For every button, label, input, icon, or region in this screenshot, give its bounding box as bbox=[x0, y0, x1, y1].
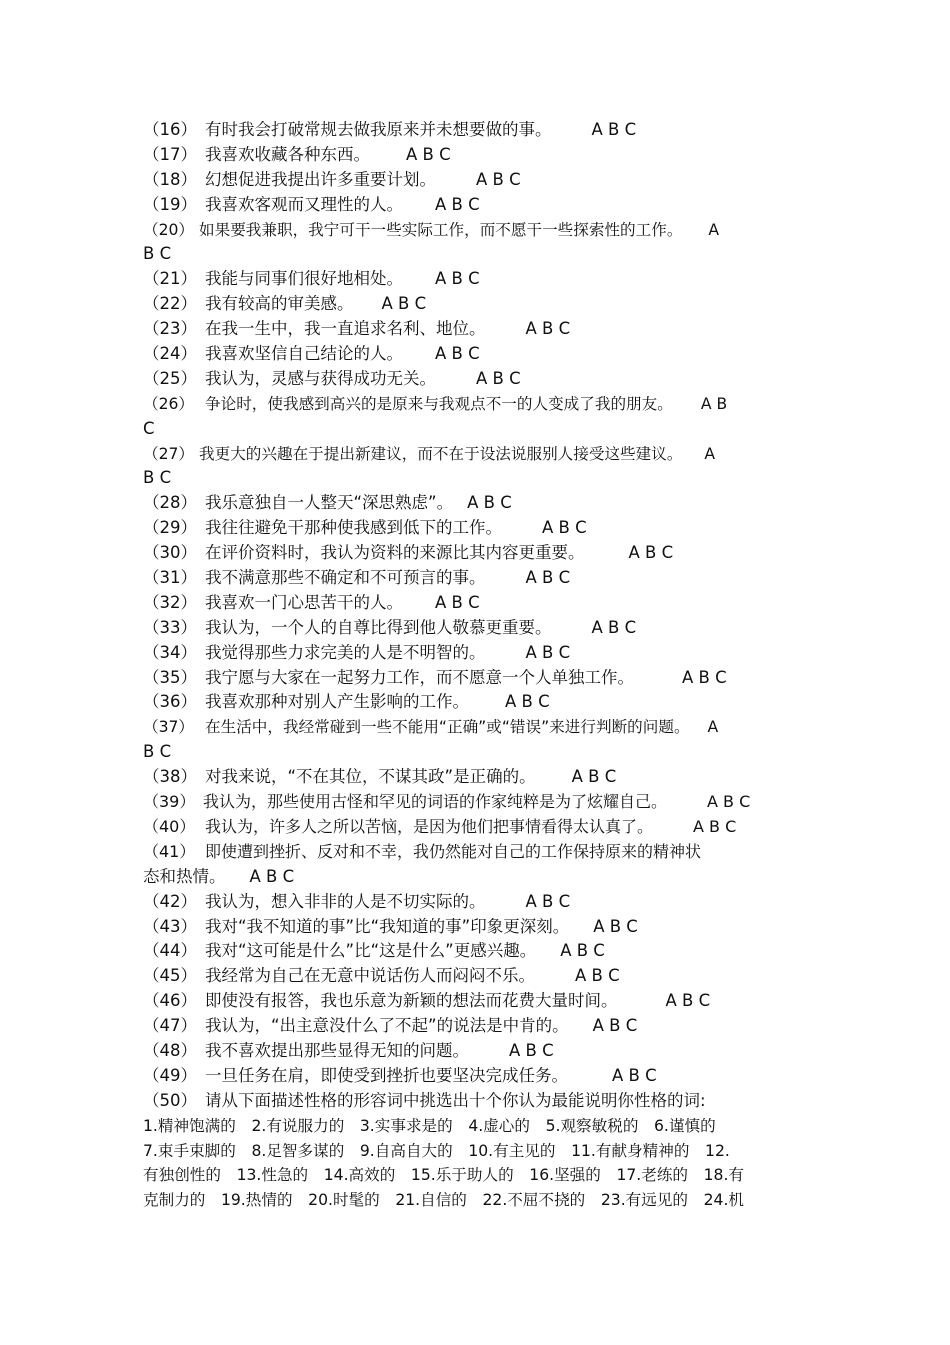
question-text: 我能与同事们很好地相处。 bbox=[205, 269, 403, 289]
answer-options: A B C bbox=[592, 1016, 638, 1036]
question-number: （34） bbox=[143, 642, 197, 662]
question-number: （26） bbox=[143, 394, 195, 413]
answer-options: A B C bbox=[249, 866, 295, 886]
question-text: 一旦任务在肩，即使受到挫折也要坚决完成任务。 bbox=[205, 1065, 568, 1085]
question-text: 我喜欢那种对别人产生影响的工作。 bbox=[205, 692, 469, 712]
question-text: 有时我会打破常规去做我原来并未想要做的事。 bbox=[205, 120, 552, 139]
question-number: （36） bbox=[143, 692, 197, 712]
question-text: 我对“这可能是什么”比“这是什么”更感兴趣。 bbox=[205, 941, 537, 961]
question-number: （41） bbox=[143, 841, 196, 861]
question-number: （22） bbox=[143, 294, 197, 314]
question-44 bbox=[143, 939, 815, 964]
question-29 bbox=[143, 516, 815, 541]
question-number: （27） bbox=[143, 444, 195, 463]
question-26 bbox=[143, 392, 815, 417]
answer-options: A B C bbox=[525, 642, 571, 662]
answer-options: A B C bbox=[542, 518, 587, 538]
question-40 bbox=[143, 815, 815, 840]
question-text: 在评价资料时，我认为资料的来源比其内容更重要。 bbox=[205, 543, 585, 563]
answer-options: A B C bbox=[591, 120, 637, 139]
answer-options: A B C bbox=[525, 319, 571, 339]
question-number: （44） bbox=[143, 941, 197, 961]
question-text: 对我来说，“不在其位，不谋其政”是正确的。 bbox=[205, 767, 536, 787]
adjective-list-text: 克制力的 19.热情的 20.时髦的 21.自信的 22.不屈不挠的 23.有远见的 24.机 bbox=[143, 1191, 745, 1210]
answer-options: A B C bbox=[560, 941, 605, 961]
answer-options: A B C bbox=[406, 144, 451, 164]
question-number: （20） bbox=[143, 220, 195, 239]
question-text: 我有较高的审美感。 bbox=[205, 294, 354, 314]
question-20 bbox=[143, 218, 815, 243]
answer-options: A B C bbox=[525, 568, 571, 588]
question-text: 幻想促进我提出许多重要计划。 bbox=[205, 169, 436, 189]
questionnaire bbox=[143, 118, 815, 1213]
question-text: 我认为，许多人之所以苦恼，是因为他们把事情看得太认真了。 bbox=[205, 816, 654, 836]
answer-options: C bbox=[143, 418, 155, 438]
question-text: 在我一生中，我一直追求名利、地位。 bbox=[205, 319, 486, 339]
question-33 bbox=[143, 616, 815, 641]
adjective-line bbox=[143, 1114, 815, 1139]
adjective-line bbox=[143, 1188, 815, 1213]
question-number: （48） bbox=[143, 1040, 197, 1060]
question-30 bbox=[143, 541, 815, 566]
answer-options: A B C bbox=[571, 767, 617, 787]
question-number: （35） bbox=[143, 667, 197, 687]
question-text: 如果要我兼职，我宁可干一些实际工作，而不愿干一些探索性的工作。 bbox=[199, 220, 683, 239]
question-25 bbox=[143, 367, 815, 392]
question-text: 我认为，想入非非的人是不切实际的。 bbox=[205, 891, 486, 911]
question-number: （43） bbox=[143, 916, 197, 936]
question-27 bbox=[143, 442, 815, 467]
question-47 bbox=[143, 1014, 815, 1039]
question-text: 争论时，使我感到高兴的是原来与我观点不一的人变成了我的朋友。 bbox=[205, 394, 673, 413]
question-number: （39） bbox=[143, 792, 196, 812]
answer-options: A B C bbox=[435, 592, 480, 612]
question-number: （23） bbox=[143, 319, 197, 339]
answer-options: A B C bbox=[435, 269, 480, 289]
question-37-continued bbox=[143, 740, 815, 765]
adjective-line bbox=[143, 1163, 815, 1188]
question-49 bbox=[143, 1064, 815, 1089]
question-number: （37） bbox=[143, 718, 195, 737]
answer-options: B C bbox=[143, 244, 172, 264]
question-28 bbox=[143, 491, 815, 516]
answer-options: A bbox=[708, 220, 720, 239]
answer-options: B C bbox=[143, 468, 172, 488]
question-number: （49） bbox=[143, 1065, 197, 1085]
answer-options: A B C bbox=[505, 692, 550, 712]
adjective-line bbox=[143, 1139, 815, 1164]
question-text: 我觉得那些力求完美的人是不明智的。 bbox=[205, 642, 486, 662]
question-23 bbox=[143, 317, 815, 342]
question-text: 我经常为自己在无意中说话伤人而闷闷不乐。 bbox=[205, 966, 535, 986]
question-number: （47） bbox=[143, 1016, 197, 1036]
answer-options: A B C bbox=[476, 169, 521, 189]
question-36 bbox=[143, 690, 815, 715]
question-text: 我喜欢收藏各种东西。 bbox=[205, 144, 370, 164]
question-31 bbox=[143, 566, 815, 591]
question-41-continued bbox=[143, 865, 815, 890]
question-21 bbox=[143, 267, 815, 292]
question-number: （40） bbox=[143, 816, 196, 836]
question-22 bbox=[143, 292, 815, 317]
question-39 bbox=[143, 790, 815, 815]
question-41 bbox=[143, 840, 815, 865]
question-26-continued bbox=[143, 417, 815, 442]
question-text: 我认为，“出主意没什么了不起”的说法是中肯的。 bbox=[205, 1016, 569, 1036]
adjective-list-text: 1.精神饱满的 2.有说服力的 3.实事求是的 4.虚心的 5.观察敏税的 6.谨慎的 bbox=[143, 1116, 716, 1135]
question-number: （32） bbox=[143, 592, 197, 612]
question-18 bbox=[143, 168, 815, 193]
question-32 bbox=[143, 591, 815, 616]
answer-options: A B C bbox=[381, 294, 427, 314]
answer-options: A B bbox=[700, 394, 728, 413]
question-text: 请从下面描述性格的形容词中挑选出十个你认为最能说明你性格的词: bbox=[205, 1090, 706, 1110]
question-27-continued bbox=[143, 466, 815, 491]
question-24 bbox=[143, 342, 815, 367]
answer-options: A bbox=[704, 444, 716, 463]
answer-options: A B C bbox=[665, 991, 711, 1011]
answer-options: A B C bbox=[593, 916, 638, 936]
question-46 bbox=[143, 989, 815, 1014]
question-number: （46） bbox=[143, 991, 197, 1011]
question-number: （19） bbox=[143, 194, 197, 214]
question-number: （30） bbox=[143, 543, 197, 563]
question-text: 我喜欢一门心思苦干的人。 bbox=[205, 592, 403, 612]
answer-options: A bbox=[707, 718, 719, 737]
question-17 bbox=[143, 143, 815, 168]
answer-options: A B C bbox=[707, 792, 751, 812]
answer-options: A B C bbox=[575, 966, 620, 986]
answer-options: A B C bbox=[591, 617, 637, 637]
answer-options: A B C bbox=[509, 1040, 554, 1060]
question-text: 在生活中，我经常碰到一些不能用“正确”或“错误”来进行判断的问题。 bbox=[205, 718, 690, 737]
question-text: 我对“我不知道的事”比“我知道的事”印象更深刻。 bbox=[205, 916, 570, 936]
question-text: 即使遭到挫折、反对和不幸，我仍然能对自己的工作保持原来的精神状 bbox=[205, 841, 702, 861]
answer-options: A B C bbox=[682, 667, 727, 687]
question-text: 态和热情。 bbox=[143, 866, 226, 886]
answer-options: A B C bbox=[476, 368, 521, 388]
question-number: （38） bbox=[143, 767, 197, 787]
question-text: 我认为，灵感与获得成功无关。 bbox=[205, 368, 436, 388]
answer-options: A B C bbox=[628, 543, 674, 563]
question-text: 我认为，一个人的自尊比得到他人敬慕更重要。 bbox=[205, 617, 552, 637]
question-text: 我不满意那些不确定和不可预言的事。 bbox=[205, 568, 486, 588]
answer-options: A B C bbox=[693, 816, 737, 836]
question-42 bbox=[143, 890, 815, 915]
question-35 bbox=[143, 666, 815, 691]
question-text: 我宁愿与大家在一起努力工作，而不愿意一个人单独工作。 bbox=[205, 667, 634, 687]
question-text: 我更大的兴趣在于提出新建议，而不在于设法说服别人接受这些建议。 bbox=[199, 444, 683, 463]
question-text: 我喜欢客观而又理性的人。 bbox=[205, 194, 403, 214]
question-text: 我往往避免干那种使我感到低下的工作。 bbox=[205, 518, 502, 538]
answer-options: B C bbox=[143, 742, 172, 762]
question-19 bbox=[143, 193, 815, 218]
question-text: 即使没有报答，我也乐意为新颖的想法而花费大量时间。 bbox=[205, 991, 618, 1011]
answer-options: A B C bbox=[612, 1065, 657, 1085]
question-number: （31） bbox=[143, 568, 197, 588]
question-48 bbox=[143, 1039, 815, 1064]
question-number: （33） bbox=[143, 617, 197, 637]
question-text: 我认为，那些使用古怪和罕见的词语的作家纯粹是为了炫耀自己。 bbox=[203, 792, 668, 812]
question-text: 我不喜欢提出那些显得无知的问题。 bbox=[205, 1040, 469, 1060]
question-number: （42） bbox=[143, 891, 197, 911]
question-number: （24） bbox=[143, 344, 197, 364]
answer-options: A B C bbox=[435, 194, 480, 214]
question-34 bbox=[143, 641, 815, 666]
question-number: （25） bbox=[143, 368, 197, 388]
adjective-list-text: 7.束手束脚的 8.足智多谋的 9.自高自大的 10.有主见的 11.有献身精神的 12. bbox=[143, 1141, 730, 1160]
question-number: （18） bbox=[143, 169, 197, 189]
question-number: （50） bbox=[143, 1090, 197, 1110]
question-number: （21） bbox=[143, 269, 197, 289]
question-number: （29） bbox=[143, 518, 197, 538]
question-number: （45） bbox=[143, 966, 197, 986]
question-text: 我喜欢坚信自己结论的人。 bbox=[205, 344, 403, 364]
answer-options: A B C bbox=[435, 344, 480, 364]
question-37 bbox=[143, 715, 815, 740]
question-38 bbox=[143, 765, 815, 790]
question-number: （16） bbox=[143, 120, 197, 139]
answer-options: A B C bbox=[525, 891, 571, 911]
question-number: （28） bbox=[143, 493, 197, 513]
question-50 bbox=[143, 1089, 815, 1114]
question-text: 我乐意独自一人整天“深思熟虑”。 bbox=[205, 493, 454, 513]
answer-options: A B C bbox=[467, 493, 512, 513]
question-43 bbox=[143, 915, 815, 940]
question-45 bbox=[143, 964, 815, 989]
question-16 bbox=[143, 118, 815, 143]
adjective-list-text: 有独创性的 13.性急的 14.高效的 15.乐于助人的 16.坚强的 17.老练的 18.有 bbox=[143, 1166, 745, 1185]
question-20-continued bbox=[143, 242, 815, 267]
question-number: （17） bbox=[143, 144, 197, 164]
